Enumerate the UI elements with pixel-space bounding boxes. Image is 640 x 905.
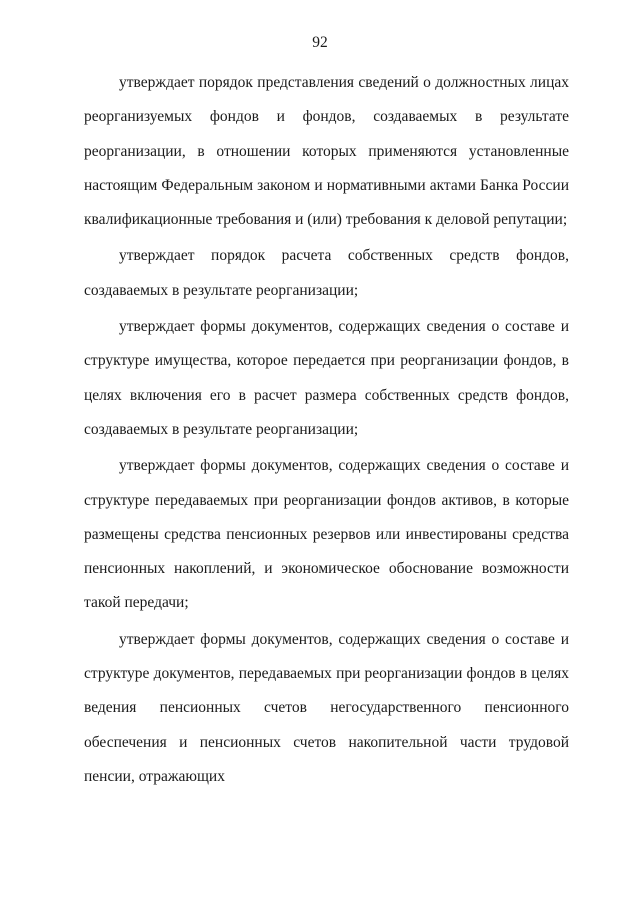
paragraph-property-structure-forms: утверждает формы документов, содержащих сведения о составе и структуре имущества, которое передается при реорганизации фондов, в целях включения его в расчет размера собственных средств фондов, создаваемых в результате реорганизации; [84, 318, 569, 438]
paragraph-own-funds-calculation: утверждает порядок расчета собственных средств фондов, создаваемых в результате реорганизации; [84, 247, 569, 299]
page-number: 92 [312, 34, 328, 51]
paragraph-assets-transfer-forms: утверждает формы документов, содержащих сведения о составе и структуре передаваемых при реорганизации фондов активов, в которые размещены средства пенсионных резервов или инвестированы средства пенсионных накоплений, и экономическое обоснование возможности такой передачи; [84, 457, 569, 612]
document-body [84, 66, 569, 796]
paragraph-pension-accounts-documents: утверждает формы документов, содержащих сведения о составе и структуре документов, передаваемых при реорганизации фондов в целях ведения пенсионных счетов негосударственного пенсионного обеспечения и пенсионных счетов накопительной части трудовой пенсии, отражающих [84, 630, 569, 785]
paragraph-qualification-requirements: утверждает порядок представления сведений о должностных лицах реорганизуемых фондов и фондов, создаваемых в результате реорганизации, в отношении которых применяются установленные настоящим Федеральным законом и нормативными актами Банка России квалификационные требования и (или) требования к деловой репутации; [84, 74, 569, 229]
